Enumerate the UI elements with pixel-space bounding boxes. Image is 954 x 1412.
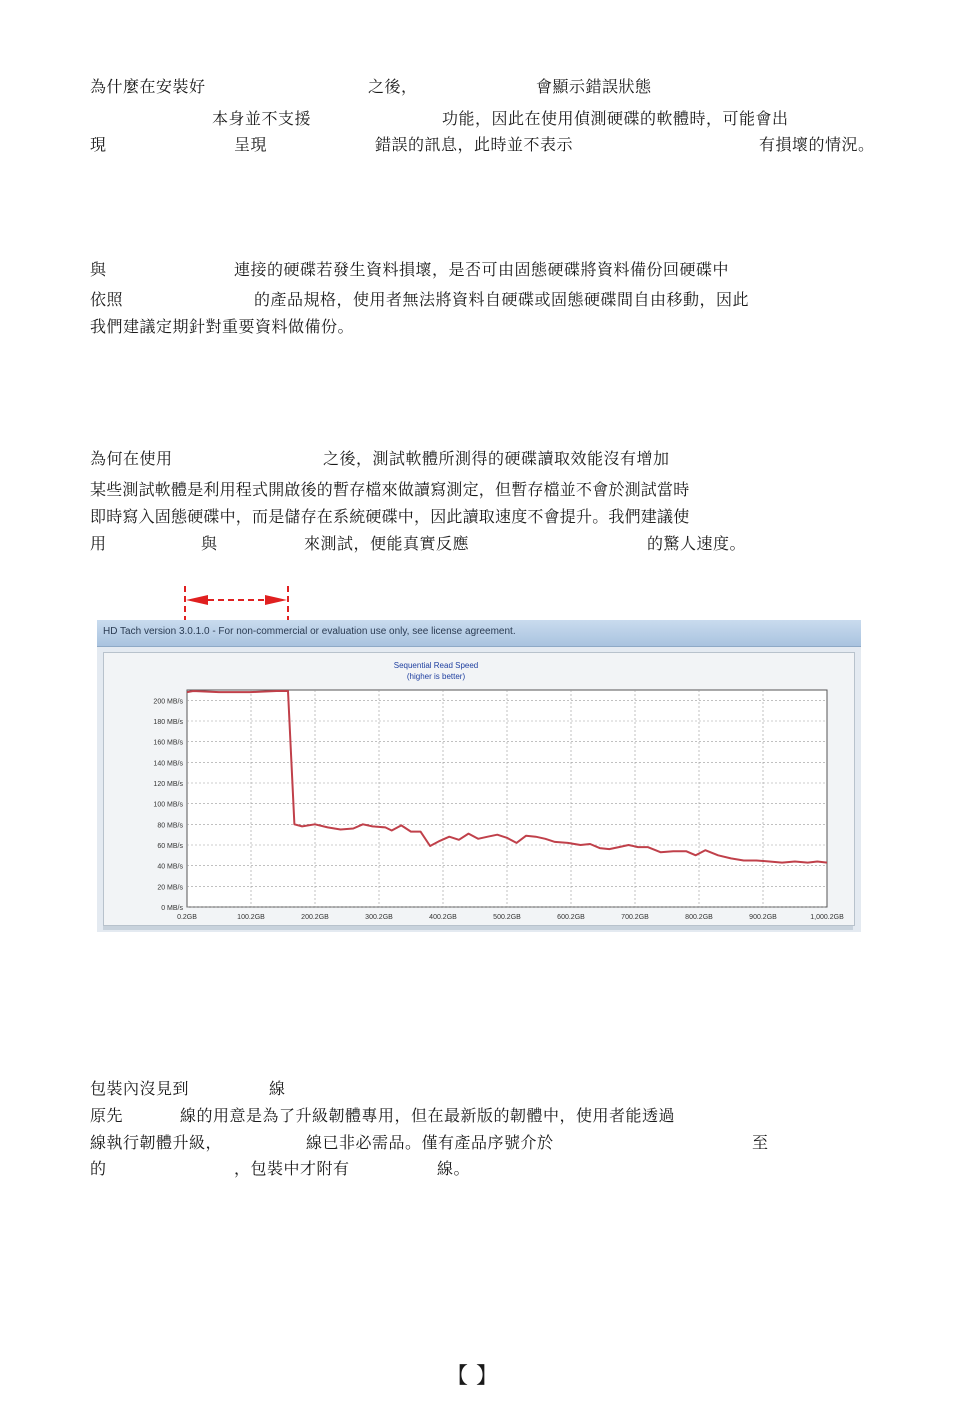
section-4-line-3-part-3: 線。 [437,1159,471,1178]
section-4-line-1-part-1: 原先 [90,1106,124,1125]
section-1-line-1-part-2: 功能，因此在使用偵測硬碟的軟體時，可能會出 [442,109,789,128]
section-1-line-1-part-1: 本身並不支援 [212,109,312,128]
section-2-title-part-2: 連接的硬碟若發生資料損壞，是否可由固態硬碟將資料備份回硬碟中 [234,260,730,279]
section-4-line-1-part-2: 線的用意是為了升級韌體專用，但在最新版的韌體中，使用者能透過 [180,1106,676,1125]
section-4-line-2-part-3: 至 [752,1133,769,1152]
section-4-line-2-part-1: 線執行韌體升級， [90,1133,223,1152]
annotation-arrowhead-left [186,595,208,605]
y-tick-label: 40 MB/s [157,863,183,871]
x-tick-label: 1,000.2GB [810,914,844,921]
page-number: 【 】 [446,1364,499,1389]
y-tick-label: 140 MB/s [153,760,183,768]
section-1-title-part-1: 為什麼在安裝好 [90,77,206,96]
x-tick-label: 900.2GB [749,914,777,921]
section-1-line-2-part-2: 呈現 [234,135,268,154]
chart-frame [103,652,855,926]
x-tick-label: 200.2GB [301,914,329,921]
section-1-line-2-part-4: 有損壞的情況。 [759,135,875,154]
section-1-title-part-3: 會顯示錯誤狀態 [536,77,652,96]
section-3-line-1: 某些測試軟體是利用程式開啟後的暫存檔來做讀寫測定，但暫存檔並不會於測試當時 [90,480,690,499]
x-tick-label: 300.2GB [365,914,393,921]
section-2-line-2: 我們建議定期針對重要資料做備份。 [90,317,355,336]
section-3-line-3-part-3: 來測試，便能真實反應 [304,534,470,553]
y-tick-label: 100 MB/s [153,801,183,809]
section-4-line-3-part-1: 的 [90,1159,107,1178]
read-speed-chart [104,653,854,925]
section-3-line-3-part-4: 的驚人速度。 [647,534,747,553]
x-tick-label: 100.2GB [237,914,265,921]
annotation-arrowhead-right [265,595,287,605]
x-tick-label: 600.2GB [557,914,585,921]
section-3-line-3-part-2: 與 [201,534,218,553]
y-tick-label: 80 MB/s [157,822,183,830]
section-3-title-part-2: 之後，測試軟體所測得的硬碟讀取效能沒有增加 [323,449,670,468]
chart-title: Sequential Read Speed [393,661,479,670]
y-tick-label: 160 MB/s [153,739,183,747]
section-4-line-2-part-2: 線已非必需品。僅有產品序號介於 [306,1133,554,1152]
hdtach-screenshot [97,620,861,932]
section-3-title-part-1: 為何在使用 [90,449,173,468]
y-tick-label: 60 MB/s [157,843,183,850]
section-2-line-1-part-2: 的產品規格，使用者無法將資料自硬碟或固態硬碟間自由移動，因此 [254,290,750,309]
section-1-title-part-2: 之後， [368,77,418,96]
x-tick-label: 700.2GB [621,914,649,921]
bottom-scrollbar[interactable] [103,926,853,930]
section-2-line-1-part-1: 依照 [90,290,124,309]
section-1-line-2-part-3: 錯誤的訊息，此時並不表示 [375,135,574,154]
section-4-title-part-2: 線 [269,1079,286,1098]
window-title: HD Tach version 3.0.1.0 - For non-commercial or evaluation use only, see license agreement. [103,626,516,637]
x-tick-label: 800.2GB [685,914,713,921]
y-tick-label: 180 MB/s [153,719,183,726]
chart-subtitle: (higher is better) [406,672,466,681]
y-tick-label: 200 MB/s [153,698,183,706]
x-tick-label: 500.2GB [493,914,521,921]
dashed-annotation [0,0,954,700]
x-tick-label: 400.2GB [429,914,457,921]
section-3-line-2: 即時寫入固態硬碟中，而是儲存在系統硬碟中，因此讀取速度不會提升。我們建議使 [90,507,690,526]
section-1-line-2-part-1: 現 [90,135,107,154]
y-tick-label: 20 MB/s [157,884,183,892]
section-3-line-3-part-1: 用 [90,534,107,553]
y-tick-label: 0 MB/s [161,905,183,912]
section-4-title-part-1: 包裝內沒見到 [90,1079,190,1098]
x-tick-label: 0.2GB [177,914,197,921]
section-2-title-part-1: 與 [90,260,107,279]
window-title-bar [97,620,861,647]
y-tick-label: 120 MB/s [153,781,183,788]
section-4-line-3-part-2: ，包裝中才附有 [234,1159,350,1178]
